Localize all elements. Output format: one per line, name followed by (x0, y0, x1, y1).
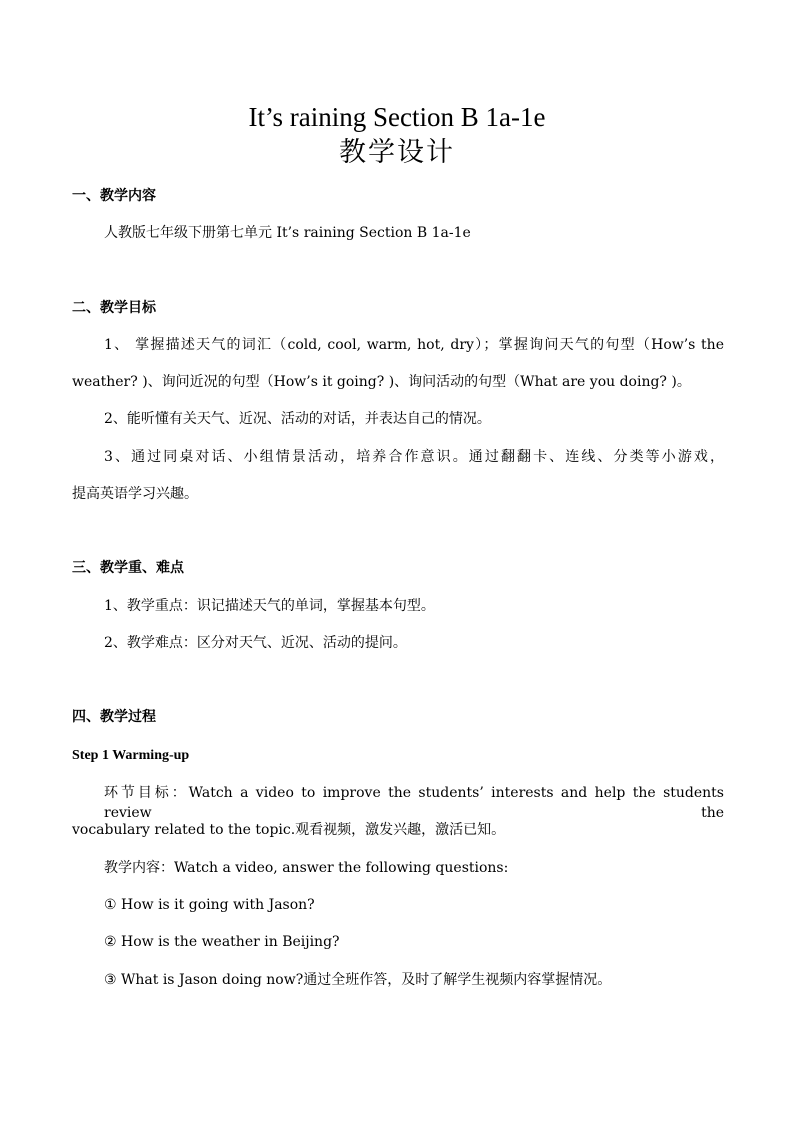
section2-item3-line1: 3、通过同桌对话、小组情景活动，培养合作意识。通过翻翻卡、连线、分类等小游戏， (104, 449, 724, 465)
section2-heading: 二、教学目标 (72, 300, 156, 316)
section1-content: 人教版七年级下册第七单元 It’s raining Section B 1a-1e (104, 225, 471, 241)
section4-heading: 四、教学过程 (72, 709, 156, 725)
step1-question-1: ① How is it going with Jason? (104, 897, 315, 913)
section2-item2: 2、能听懂有关天气、近况、活动的对话，并表达自己的情况。 (104, 411, 491, 427)
section3-heading: 三、教学重、难点 (72, 560, 184, 576)
step1-goal-line2: vocabulary related to the topic.观看视频，激发兴趣，激活已知。 (72, 822, 506, 838)
section2-item1-line1: 1、 掌握描述天气的词汇（cold, cool, warm, hot, dry）；掌握询问天气的句型（How’s the (104, 337, 724, 353)
section1-heading: 一、教学内容 (72, 188, 156, 204)
section2-item1-line2: weather? )、询问近况的句型（How’s it going? )、询问活动的句型（What are you doing? )。 (72, 374, 691, 390)
step1-question-2: ② How is the weather in Beijing? (104, 934, 340, 950)
step1-goal-line1: 环节目标：Watch a video to improve the students’ interests and help the students review the (104, 785, 724, 821)
step1-question-3: ③ What is Jason doing now?通过全班作答，及时了解学生视频内容掌握情况。 (104, 972, 612, 988)
title-chinese: 教学设计 (339, 137, 455, 168)
section3-item1: 1、教学重点：识记描述天气的单词，掌握基本句型。 (104, 598, 435, 614)
title-english: It’s raining Section B 1a-1e (248, 102, 546, 132)
section2-item3-line2: 提高英语学习兴趣。 (72, 486, 198, 502)
step1-content-intro: 教学内容：Watch a video, answer the following questions: (104, 860, 509, 876)
section3-item2: 2、教学难点：区分对天气、近况、活动的提问。 (104, 635, 407, 651)
step1-heading: Step 1 Warming-up (72, 748, 190, 763)
